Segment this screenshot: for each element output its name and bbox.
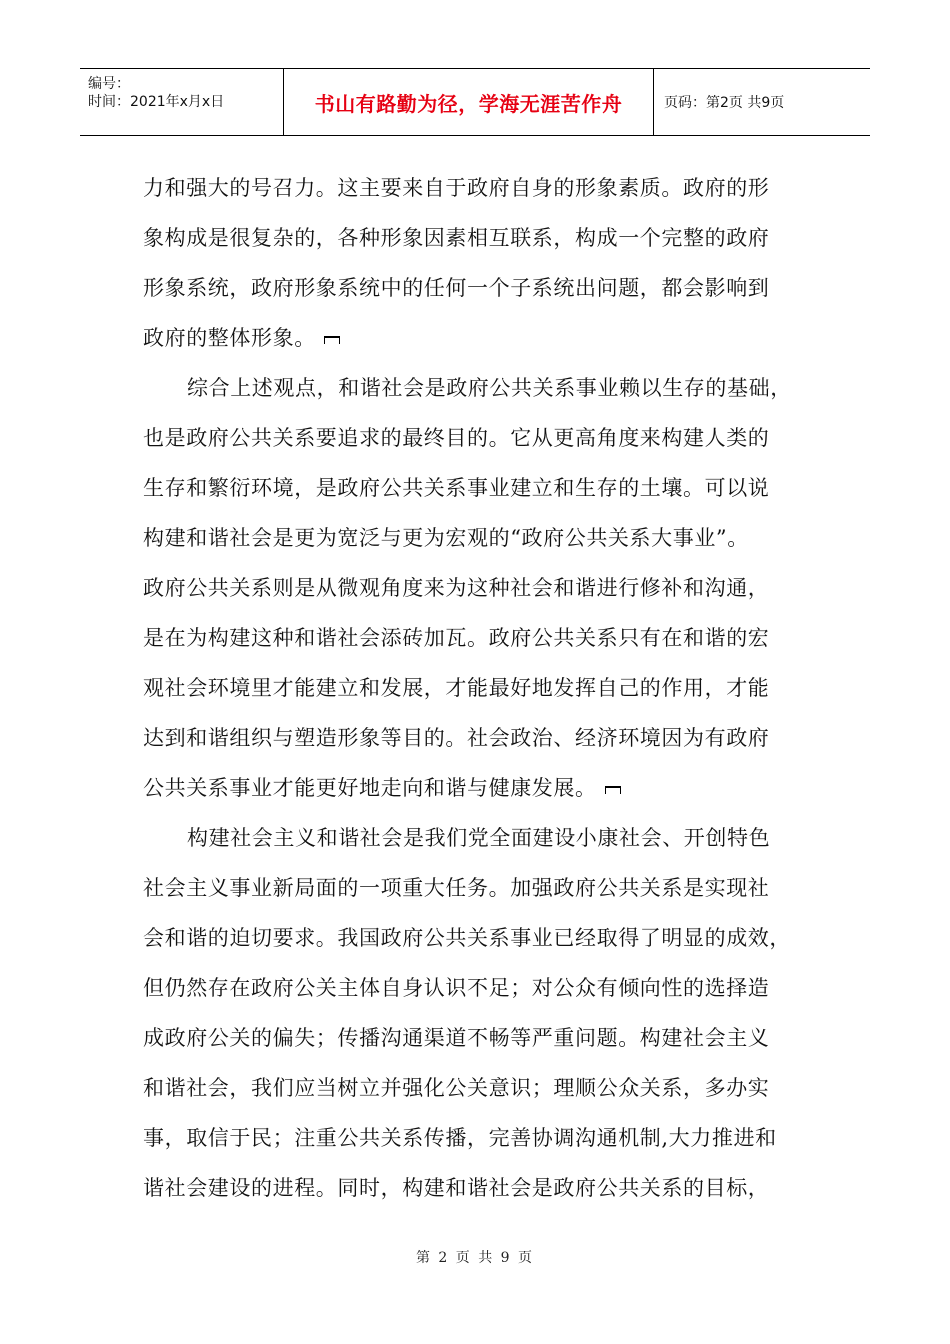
line-text: 成政府公关的偏失；传播沟通渠道不畅等严重问题。构建社会主义	[143, 1026, 770, 1050]
line-text: 力和强大的号召力。这主要来自于政府自身的形象素质。政府的形	[143, 176, 770, 200]
page-footer: 第 2 页 共 9 页	[415, 1250, 535, 1266]
time-label: 时间：2021年x月x日	[88, 94, 225, 110]
line-text: 象构成是很复杂的，各种形象因素相互联系，构成一个完整的政府	[143, 226, 770, 250]
header-motto	[284, 69, 654, 135]
paragraph	[143, 363, 808, 813]
text-line	[143, 813, 808, 863]
text-line	[143, 363, 808, 413]
line-text: 生存和繁衍环境，是政府公共关系事业建立和生存的土壤。可以说	[143, 476, 770, 500]
text-line	[143, 613, 808, 663]
text-line	[143, 1113, 808, 1163]
page-header	[80, 68, 870, 136]
line-text: 但仍然存在政府公关主体自身认识不足；对公众有倾向性的选择造	[143, 976, 770, 1000]
text-line	[143, 763, 808, 813]
line-text: 观社会环境里才能建立和发展，才能最好地发挥自己的作用，才能	[143, 676, 770, 700]
line-text: 会和谐的迫切要求。我国政府公共关系事业已经取得了明显的成效，	[143, 926, 791, 950]
line-text: 构建社会主义和谐社会是我们党全面建设小康社会、开创特色	[187, 826, 771, 850]
line-text: 达到和谐组织与塑造形象等目的。社会政治、经济环境因为有政府	[143, 726, 770, 750]
document-body	[143, 163, 808, 1213]
text-line	[143, 1063, 808, 1113]
text-line	[143, 263, 808, 313]
line-text: 谐社会建设的进程。同时，构建和谐社会是政府公共关系的目标，	[143, 1176, 770, 1200]
page-info-text: 页码：第2页 共9页	[664, 95, 785, 111]
line-text: 社会主义事业新局面的一项重大任务。加强政府公共关系是实现社	[143, 876, 770, 900]
line-text: 综合上述观点，和谐社会是政府公共关系事业赖以生存的基础，	[187, 376, 792, 400]
header-page-info	[654, 69, 870, 135]
text-line	[143, 463, 808, 513]
paragraph	[143, 813, 808, 1213]
paragraph-mark-icon	[324, 336, 340, 344]
text-line	[143, 163, 808, 213]
line-text: 构建和谐社会是更为宽泛与更为宏观的“政府公共关系大事业”。	[143, 526, 749, 550]
line-text: 事，取信于民；注重公共关系传播，完善协调沟通机制,大力推进和	[143, 1126, 777, 1150]
paragraph	[143, 163, 808, 363]
text-line	[143, 513, 808, 563]
text-line	[143, 563, 808, 613]
motto-text: 书山有路勤为径，学海无涯苦作舟	[314, 91, 623, 116]
paragraph-mark-icon	[605, 786, 621, 794]
line-text: 公共关系事业才能更好地走向和谐与健康发展。	[143, 776, 597, 800]
header-meta	[80, 69, 284, 135]
text-line	[143, 413, 808, 463]
line-text: 政府的整体形象。	[143, 326, 316, 350]
text-line	[143, 713, 808, 763]
line-text: 政府公共关系则是从微观角度来为这种社会和谐进行修补和沟通，	[143, 576, 770, 600]
text-line	[143, 313, 808, 363]
line-text: 和谐社会，我们应当树立并强化公关意识；理顺公众关系，多办实	[143, 1076, 770, 1100]
line-text: 是在为构建这种和谐社会添砖加瓦。政府公共关系只有在和谐的宏	[143, 626, 770, 650]
text-line	[143, 663, 808, 713]
line-text: 形象系统，政府形象系统中的任何一个子系统出问题，都会影响到	[143, 276, 770, 300]
text-line	[143, 1013, 808, 1063]
text-line	[143, 1163, 808, 1213]
line-text: 也是政府公共关系要追求的最终目的。它从更高角度来构建人类的	[143, 426, 770, 450]
text-line	[143, 213, 808, 263]
text-line	[143, 963, 808, 1013]
text-line	[143, 913, 808, 963]
number-label: 编号：	[88, 76, 130, 92]
text-line	[143, 863, 808, 913]
